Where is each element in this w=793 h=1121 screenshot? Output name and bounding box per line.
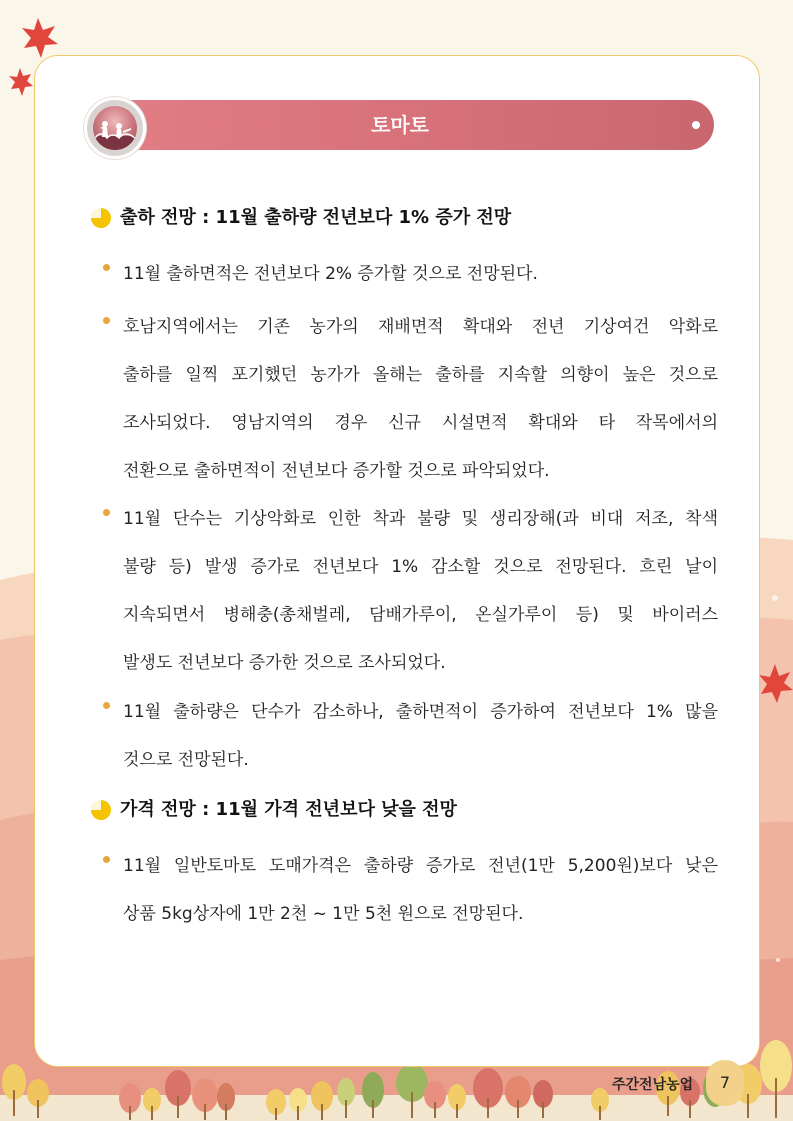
- maple-leaf-icon: [22, 18, 58, 58]
- section-title: 가격 전망 : 11월 가격 전년보다 낮을 전망: [120, 799, 457, 820]
- paragraph-line: 11월 단수는 기상악화로 인한 착과 불량 및 생리장해(과 비대 저조, 착색: [123, 509, 718, 529]
- tomato-farm-photo-badge: [84, 97, 146, 159]
- banner-dot-icon: [692, 121, 700, 129]
- page-number: 7: [706, 1060, 744, 1106]
- page-title: 토마토: [371, 113, 429, 137]
- paragraph-line: 지속되면서 병해충(총채벌레, 담배가루이, 온실가루이 등) 및 바이러스: [123, 605, 718, 625]
- paragraph-line: 11월 출하면적은 전년보다 2% 증가할 것으로 전망된다.: [123, 264, 538, 284]
- bullet-dot-icon: [103, 317, 110, 324]
- paragraph-line: 것으로 전망된다.: [123, 750, 249, 770]
- section-heading: [90, 205, 710, 231]
- farmers-silhouette-icon: [93, 106, 137, 150]
- section-title: 출하 전망 : 11월 출하량 전년보다 1% 증가 전망: [120, 207, 512, 228]
- paragraph-line: 전환으로 출하면적이 전년보다 증가할 것으로 파악되었다.: [123, 461, 550, 481]
- paragraph-line: 11월 일반토마토 도매가격은 출하량 증가로 전년(1만 5,200원)보다 낮은: [123, 856, 718, 876]
- bullet-dot-icon: [103, 509, 110, 516]
- title-banner: [86, 100, 714, 150]
- bullet-dot-icon: [103, 264, 110, 271]
- pie-bullet-icon: [90, 799, 112, 821]
- maple-leaf-icon: [9, 68, 33, 96]
- paragraph-line: 호남지역에서는 기존 농가의 재배면적 확대와 전년 기상여건 악화로: [123, 317, 718, 337]
- paragraph-line: 불량 등) 발생 증가로 전년보다 1% 감소할 것으로 전망된다. 흐린 날이: [123, 557, 718, 577]
- pie-bullet-icon: [90, 207, 112, 229]
- paragraph-line: 상품 5kg상자에 1만 2천 ~ 1만 5천 원으로 전망된다.: [123, 904, 524, 924]
- paragraph-line: 조사되었다. 영남지역의 경우 신규 시설면적 확대와 타 작목에서의: [123, 413, 718, 433]
- paragraph-line: 11월 출하량은 단수가 감소하나, 출하면적이 증가하여 전년보다 1% 많을: [123, 702, 718, 722]
- bullet-dot-icon: [103, 702, 110, 709]
- section-heading: [90, 797, 710, 823]
- paragraph-line: 출하를 일찍 포기했던 농가가 올해는 출하를 지속할 의향이 높은 것으로: [123, 365, 718, 385]
- bullet-dot-icon: [103, 856, 110, 863]
- publication-name: 주간전남농업: [612, 1077, 694, 1093]
- paragraph-line: 발생도 전년보다 증가한 것으로 조사되었다.: [123, 653, 446, 673]
